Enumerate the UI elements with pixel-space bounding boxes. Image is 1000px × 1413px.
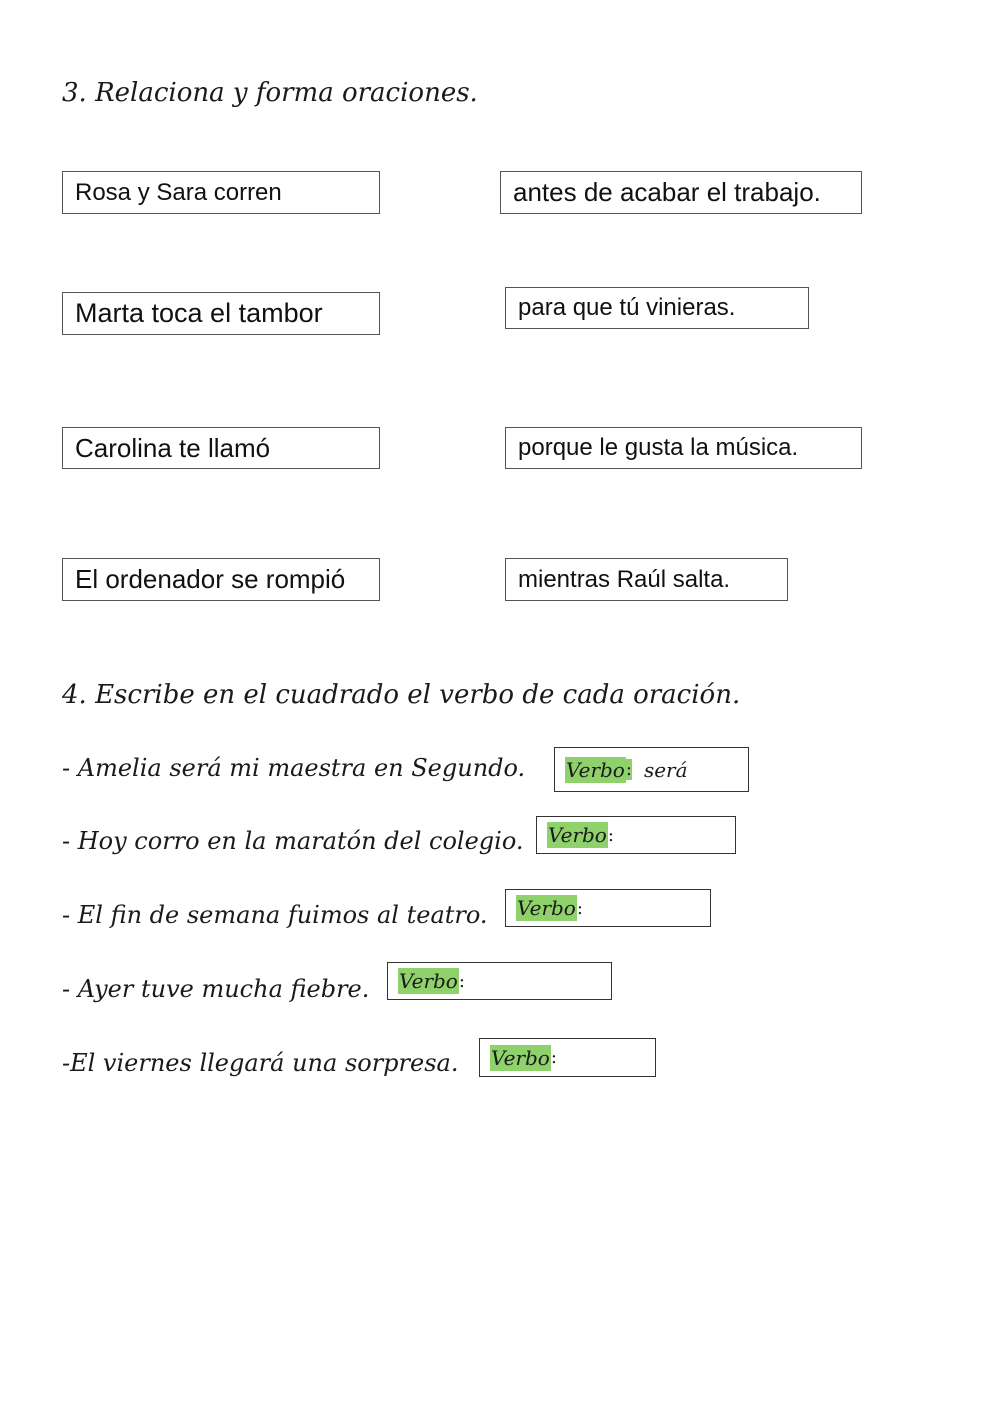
verb-colon-5: : [550, 1047, 557, 1068]
match-right-3[interactable] [505, 427, 862, 469]
match-right-2-text: para que tú vinieras. [518, 294, 736, 321]
exercise-4-title: 4. Escribe en el cuadrado el verbo de cada oración. [62, 680, 741, 710]
match-left-2[interactable] [62, 292, 380, 335]
verb-label-3: Verbo [517, 896, 576, 920]
verb-label-5: Verbo [491, 1045, 550, 1070]
sentence-4: - Ayer tuve mucha fiebre. [62, 975, 370, 1003]
match-left-4[interactable] [62, 558, 380, 601]
match-right-3-text: porque le gusta la música. [518, 434, 799, 461]
verb-colon-4: : [458, 970, 465, 992]
verb-answer-1[interactable]: será [643, 757, 688, 782]
match-left-3[interactable] [62, 427, 380, 469]
sentence-1: - Amelia será mi maestra en Segundo. [62, 754, 526, 782]
exercise-3-title: 3. Relaciona y forma oraciones. [62, 78, 478, 108]
verb-colon-2: : [607, 824, 614, 846]
verb-box-2[interactable] [536, 816, 736, 854]
verb-box-5[interactable] [479, 1038, 656, 1077]
sentence-5: -El viernes llegará una sorpresa. [62, 1049, 459, 1077]
match-left-1-text: Rosa y Sara corren [75, 178, 282, 206]
verb-box-3[interactable] [505, 889, 711, 927]
match-left-4-text: El ordenador se rompió [75, 564, 346, 594]
match-right-4-text: mientras Raúl salta. [518, 565, 731, 593]
match-left-3-text: Carolina te llamó [75, 432, 271, 463]
sentence-3: - El fin de semana fuimos al teatro. [62, 901, 488, 929]
sentence-2: - Hoy corro en la maratón del colegio. [62, 827, 524, 855]
match-right-2[interactable] [505, 287, 809, 329]
verb-box-4[interactable] [387, 962, 612, 1000]
verb-colon-1: : [625, 759, 632, 780]
match-left-1[interactable] [62, 171, 380, 214]
verb-label-2: Verbo [548, 823, 607, 847]
verb-label-1: Verbo [566, 757, 625, 782]
verb-colon-3: : [576, 897, 583, 919]
verb-box-1[interactable] [554, 747, 749, 792]
match-right-1[interactable] [500, 171, 862, 214]
match-right-4[interactable] [505, 558, 788, 601]
match-left-2-text: Marta toca el tambor [75, 298, 323, 328]
verb-label-4: Verbo [399, 969, 458, 993]
match-right-1-text: antes de acabar el trabajo. [513, 177, 821, 207]
